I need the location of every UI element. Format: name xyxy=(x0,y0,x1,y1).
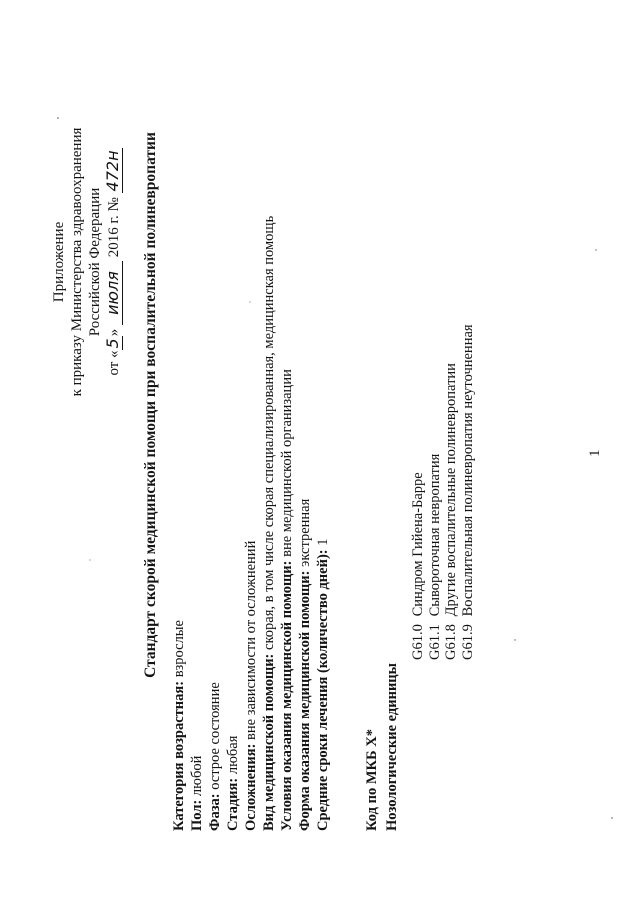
param-label: Стадия: xyxy=(225,777,241,831)
param-value: любая xyxy=(225,735,241,775)
param-label: Фаза: xyxy=(207,793,223,831)
approval-block xyxy=(50,112,123,412)
param-care-type xyxy=(260,216,278,831)
param-value: вне зависимости от осложнений xyxy=(243,540,259,740)
diagnosis-name: Сывороточная невропатия xyxy=(426,453,443,617)
icd-code: G61.8 xyxy=(443,624,459,660)
param-stage xyxy=(224,216,242,831)
codes-heading xyxy=(362,663,402,831)
icd-code: G61.9 xyxy=(459,624,476,660)
list-item xyxy=(410,324,427,660)
param-label: Осложнения: xyxy=(243,743,259,831)
param-treatment-duration xyxy=(314,216,332,831)
param-value: 1 xyxy=(315,538,331,546)
approval-date-prefix: от « xyxy=(106,350,122,376)
icd-code: G61.1 xyxy=(426,624,443,660)
list-item xyxy=(443,324,460,660)
approval-order: к приказу Министерства здравоохранения xyxy=(69,127,85,397)
icd-code: G61.0 xyxy=(410,624,426,660)
approval-federation: Российской Федерации xyxy=(87,187,103,337)
approval-year: 2016 г. № xyxy=(106,197,122,258)
approval-annex: Приложение xyxy=(51,221,67,303)
diagnosis-name: Воспалительная полиневропатия неуточненная xyxy=(459,324,476,617)
document-title: Стандарт скорой медицинской помощи при воспалительной полиневропатии xyxy=(142,132,159,678)
param-value: вне медицинской организации xyxy=(279,369,295,557)
param-label: Вид медицинской помощи: xyxy=(261,653,277,831)
page-number: 1 xyxy=(587,449,603,457)
param-value: скорая, в том числе скорая специализированная, медицинская помощь xyxy=(261,215,277,650)
param-complications xyxy=(242,216,260,831)
param-value: экстренная xyxy=(297,498,313,567)
approval-date-mid: » xyxy=(106,328,122,337)
param-age-category xyxy=(170,216,188,831)
icd-codes-list xyxy=(410,324,476,660)
param-label: Условия оказания медицинской помощи: xyxy=(279,560,295,831)
param-label: Пол: xyxy=(189,799,205,831)
param-label: Средние сроки лечения (количество дней): xyxy=(315,549,331,831)
list-item xyxy=(427,324,444,660)
list-item xyxy=(460,324,477,660)
param-label: Форма оказания медицинской помощи: xyxy=(297,570,313,831)
icd-code-heading: Код по МКБ X* xyxy=(364,729,380,831)
approval-date-line xyxy=(104,112,123,412)
nosology-heading: Нозологические единицы xyxy=(384,663,400,831)
approval-month: июля xyxy=(104,261,123,325)
approval-day: 5 xyxy=(103,338,122,349)
param-value: острое состояние xyxy=(207,682,223,790)
param-phase xyxy=(206,216,224,831)
param-care-conditions xyxy=(278,216,296,831)
param-label: Категория возрастная: xyxy=(171,680,187,831)
param-sex xyxy=(188,216,206,831)
diagnosis-name: Синдром Гийена-Барре xyxy=(410,472,426,617)
param-value: любой xyxy=(189,755,205,797)
param-value: взрослые xyxy=(171,620,187,678)
parameters-list xyxy=(170,216,332,831)
param-care-form xyxy=(296,216,314,831)
diagnosis-name: Другие воспалительные полиневропатии xyxy=(443,363,459,617)
approval-number: 472н xyxy=(103,150,122,192)
